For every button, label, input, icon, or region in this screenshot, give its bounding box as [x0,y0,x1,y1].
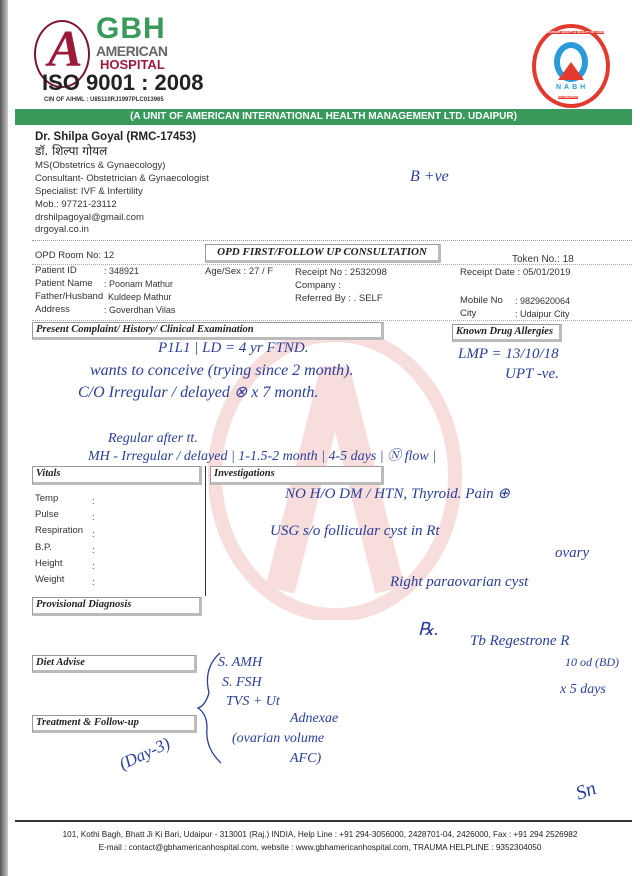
patient-id: : 348921 [104,266,140,276]
logo-letter: A [48,21,83,78]
doctor-title: Consultant- Obstetrician & Gynaecologist [35,173,209,184]
patient-name-label: Patient Name [35,278,93,289]
company: Company : [295,280,341,291]
father-name: Kuldeep Mathur [108,292,172,302]
test-adnexae: Adnexae [290,711,339,726]
cin: CIN OF AIHML : U85110RJ1997PLC013965 [44,97,164,103]
form-title: OPD FIRST/FOLLOW UP CONSULTATION [205,244,441,263]
patient-name: : Poonam Mathur [104,279,174,289]
vital-colons: : : : : : : [92,496,95,589]
mobile-no: : 9829620064 [515,296,571,306]
doctor-name: Dr. Shilpa Goyal (RMC-17453) [35,131,197,143]
age-sex: Age/Sex : 27 / F [205,266,274,277]
section-vitals: Vitals [32,466,202,485]
vital-bp: B.P. [35,542,52,553]
doctor-signature: Sn [572,777,600,805]
rx-dose: 10 od (BD) [565,655,619,669]
rx-symbol: ℞. [418,619,439,639]
test-tvs: TVS + Ut [226,694,280,709]
nabh-ring-text: PATIENT SAFETY & QUALITY OF CARE [548,30,605,34]
nabh-accredited: ACCREDITED [558,95,578,99]
note-upt: UPT -ve. [505,366,559,382]
section-investigations: Investigations [210,466,384,485]
brand-hospital: HOSPITAL [100,57,165,72]
divider [32,240,632,241]
note-history: NO H/O DM / HTN, Thyroid. Pain ⊕ [285,486,510,502]
address: : Goverdhan Vilas [104,305,176,315]
footer-rule [15,820,632,822]
city-label: City [460,308,477,319]
test-amh: S. AMH [218,655,263,670]
vital-temp: Temp [35,493,59,504]
vital-respiration: Respiration [35,525,84,536]
blood-group-note: B +ve [410,168,449,185]
test-afc: AFC) [290,751,322,766]
unit-band: (A UNIT OF AMERICAN INTERNATIONAL HEALTH MANAGEMENT LTD. UDAIPUR) [15,109,632,125]
rx-drug: Tb Regestrone R [470,633,570,649]
father-label: Father/Husband [35,291,104,302]
note-paraovarian: Right paraovarian cyst [390,574,529,590]
note-obstetric-history: P1L1 | LD = 4 yr FTND. [158,340,309,356]
section-diet: Diet Advise [32,655,197,673]
divider [32,320,632,321]
brand-american: AMERICAN [96,43,168,59]
patient-id-label: Patient ID [35,265,77,276]
note-complaint: C/O Irregular / delayed ⊗ x 7 month. [78,384,319,401]
rx-duration: x 5 days [560,682,606,697]
mobile-label: Mobile No [460,295,503,306]
vital-pulse: Pulse [35,509,59,520]
footer-contact: E-mail : contact@gbhamericanhospital.com, website : www.gbhamericanhospital.com, TRAUMA HELPLINE : 9352304050 [98,843,542,852]
note-usg: USG s/o follicular cyst in Rt [270,523,440,539]
section-complaint: Present Complaint/ History/ Clinical Examination [32,322,384,340]
divider [32,264,632,265]
note-menstrual-history: MH - Irregular / delayed | 1-1.5-2 month | 4-5 days | Ⓝ flow | [88,449,437,464]
doctor-mobile: Mob.: 97721-23112 [35,199,117,210]
receipt-no: Receipt No : 2532098 [295,267,387,278]
doctor-email: drshilpagoyal@gmail.com [35,212,144,223]
test-fsh: S. FSH [222,675,262,690]
vital-weight: Weight [35,574,65,585]
receipt-date: Receipt Date : 05/01/2019 [460,267,571,278]
doctor-specialist: Specialist: IVF & Infertility [35,186,143,197]
doctor-degree: MS(Obstetrics & Gynaecology) [35,160,166,171]
note-day3: (Day-3) [116,733,173,774]
nabh-seal [532,24,610,108]
note-regular: Regular after tt. [108,431,198,446]
doctor-name-hindi: डॉ. शिल्पा गोयल [35,144,108,158]
note-lmp: LMP = 13/10/18 [458,346,559,362]
scan-edge [0,0,8,876]
city: : Udaipur City [515,309,570,319]
opd-room: OPD Room No: 12 [35,250,115,261]
vitals-divider [205,466,206,596]
nabh-text: NABH [556,84,589,91]
section-treatment: Treatment & Follow-up [32,715,197,733]
doctor-website: drgoyal.co.in [35,224,89,235]
test-ovarian-volume: (ovarian volume [232,731,325,746]
iso-cert: ISO 9001 : 2008 [42,70,204,95]
vital-height: Height [35,558,63,569]
brand-gbh: GBH [96,12,166,45]
address-label: Address [35,304,70,315]
referred-by: Referred By : . SELF [295,293,383,304]
token-no: Token No.: 18 [512,254,574,265]
section-allergies: Known Drug Allergies [452,324,562,342]
note-ovary: ovary [555,545,590,561]
note-wants-conceive: wants to conceive (trying since 2 month). [90,362,354,379]
section-diagnosis: Provisional Diagnosis [32,597,202,616]
brace-mark [195,648,225,768]
footer-address: 101, Kothi Bagh, Bhatt Ji Ki Bari, Udaipur - 313001 (Raj.) INDIA, Help Line : +91 294-3056000, 2428701-04, 2426000, Fax : +91 294 2526982 [62,830,578,839]
